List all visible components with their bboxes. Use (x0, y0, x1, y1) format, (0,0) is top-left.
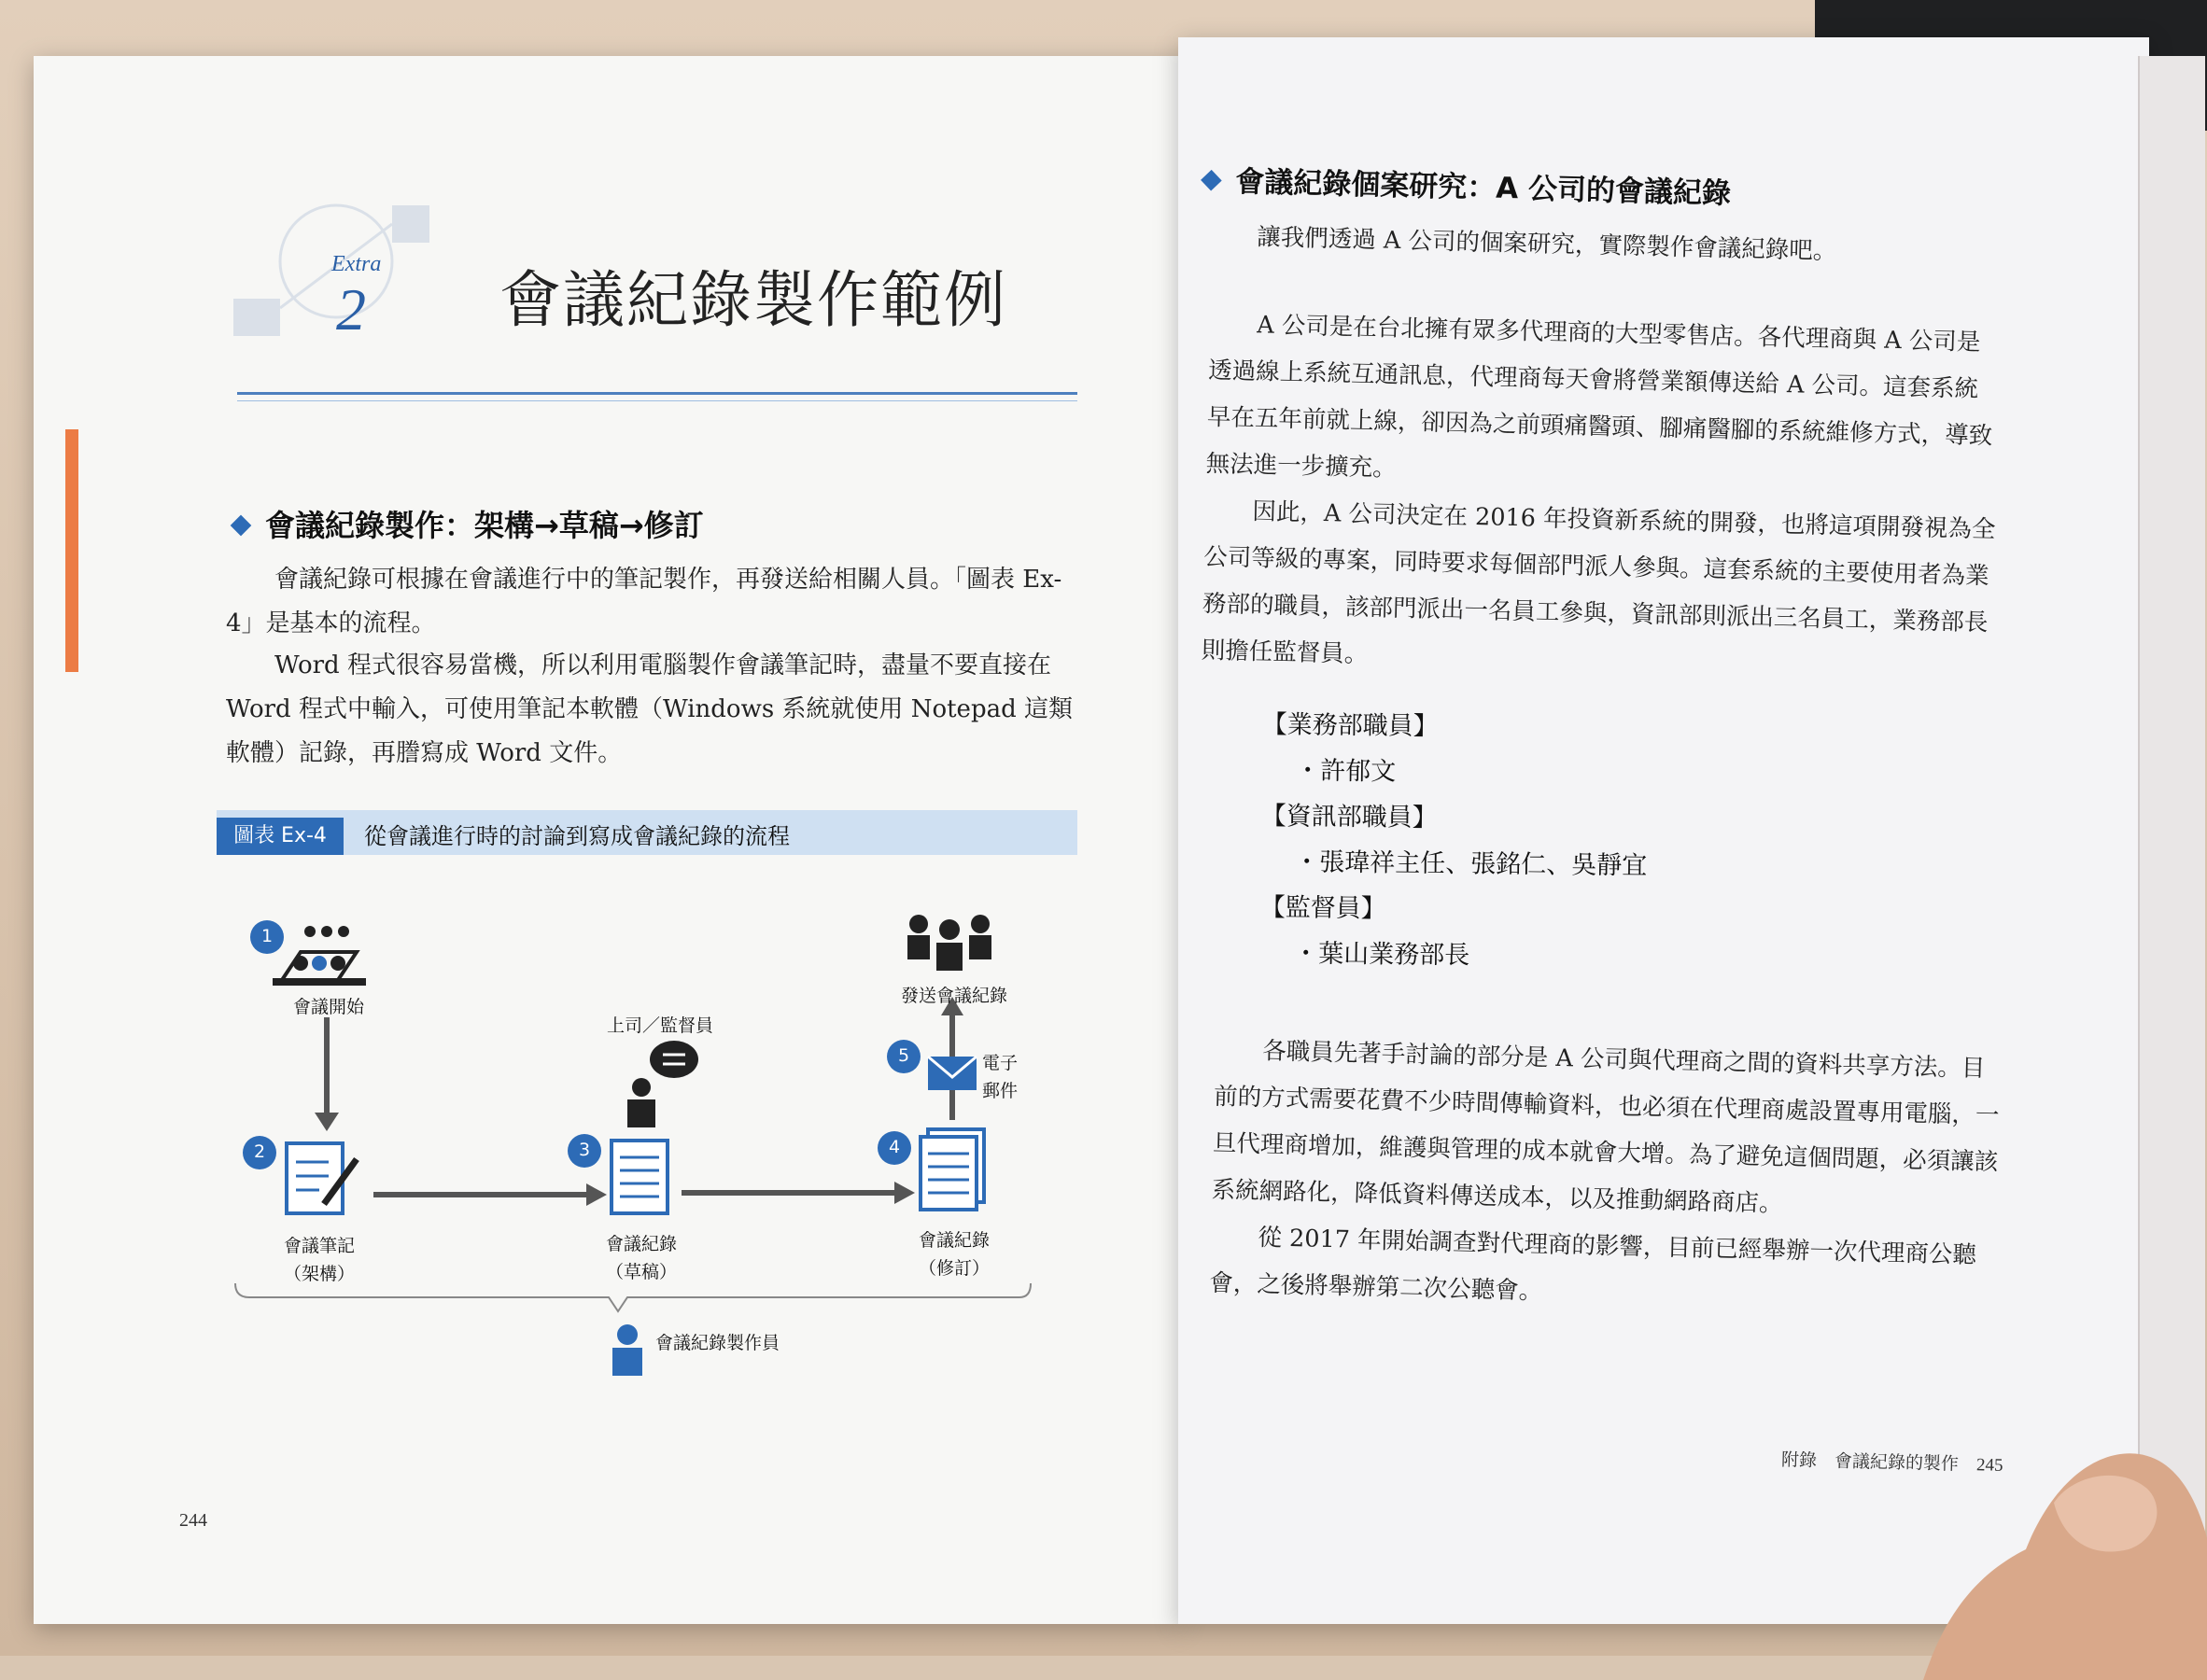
role-heading-sales: 【業務部職員】 (1261, 709, 1439, 741)
body-paragraph-3: 各職員先著手討論的部分是 A 公司與代理商之間的資料共享方法。目前的方式需要花費不少時間傳輸資料，也必須在代理商處設置專用電腦，一旦代理商增加，維護與管理的成本就會大增。為了避免這個問題，必須讓該系統網路化，降低資料傳送成本，以及推動網路商店。 (1211, 1037, 2000, 1218)
figure-tag: 圖表 Ex-4 (217, 818, 344, 855)
meeting-icon (273, 926, 366, 986)
step-5-label-2: 郵件 (982, 1081, 1019, 1101)
section-heading-left (233, 502, 704, 545)
notes-icon (287, 1143, 357, 1213)
figure-title: 從會議進行時的討論到寫成會議紀錄的流程 (364, 823, 790, 849)
step-2-number: 2 (253, 1141, 266, 1162)
step-5-label: 電子 (982, 1053, 1019, 1073)
step-4-sub: （修訂） (918, 1258, 990, 1279)
send-minutes-label: 發送會議紀錄 (900, 986, 1007, 1006)
draft-document-icon (611, 1141, 668, 1213)
supervisor-icon (627, 1041, 698, 1127)
role-heading-supervisor: 【監督員】 (1259, 892, 1386, 924)
chapter-title: 會議紀錄製作範例 (499, 264, 1007, 336)
flow-diagram-graphics (217, 896, 1094, 1400)
step-3-number: 3 (578, 1140, 591, 1160)
minutes-maker-icon (612, 1324, 642, 1376)
role-members-sales: ・許郁文 (1295, 756, 1397, 787)
role-heading-it: 【資訊部職員】 (1260, 801, 1438, 833)
step-1-number: 1 (260, 926, 274, 946)
step-2-sub: （架構） (283, 1264, 355, 1284)
step-3-label: 會議紀錄 (605, 1234, 677, 1254)
step-3-sub: （草稿） (605, 1262, 677, 1282)
body-block-2 (1209, 1027, 2009, 1326)
footer-section-label: 附錄 會議紀錄的製作 (1780, 1449, 1960, 1475)
diamond-bullet-icon (231, 515, 252, 537)
role-members-it: ・張瑋祥主任、張銘仁、吳靜宜 (1294, 847, 1648, 881)
step-5-number: 5 (897, 1045, 910, 1066)
minutes-maker-label: 會議紀錄製作員 (655, 1333, 780, 1353)
body-paragraph-2: 因此，A 公司決定在 2016 年投資新系統的開發，也將這項開發視為全公司等級的專案，同時要求每個部門派人參與。這套系統的主要使用者為業務部的職員，該部門派出一名員工參與，資訊部則派出三名員工，業務部長則擔任監督員。 (1201, 497, 1996, 669)
paragraph-2: Word 程式很容易當機，所以利用電腦製作會議筆記時，盡量不要直接在 Word 程式中輸入，可使用筆記本軟體（Windows 系統就使用 Notepad 這類軟體）記錄，再謄寫成 Word 文件。 (226, 651, 1073, 767)
body-paragraph-1: A 公司是在台北擁有眾多代理商的大型零售店。各代理商與 A 公司是透過線上系統互通訊息，代理商每天會將營業額傳送給 A 公司。這套系統早在五年前就上線，卻因為之前頭痛醫頭、腳痛醫腳的系統維修方式，導致無法進一步擴充。 (1205, 311, 1993, 483)
thumb-photo (1886, 1437, 2207, 1680)
section-heading-text: 會議紀錄製作：架構→草稿→修訂 (265, 508, 704, 543)
role-members-supervisor: ・葉山業務部長 (1293, 939, 1470, 971)
orange-page-tab (65, 429, 78, 672)
chapter-number: 2 (336, 276, 366, 343)
flow-diagram (217, 896, 1094, 1400)
paragraph-1: 會議紀錄可根據在會議進行中的筆記製作，再發送給相關人員。「圖表 Ex-4」是基本的流程。 (226, 566, 1062, 637)
body-paragraph-4: 從 2017 年開始調查對代理商的影響，目前已經舉辦一次代理商公聽會，之後將舉辦第二次公聽會。 (1208, 1224, 1977, 1306)
page-stack-edge (2138, 56, 2205, 1549)
body-block-1 (1201, 301, 2003, 693)
supervisor-label: 上司／監督員 (607, 1015, 714, 1036)
email-icon (928, 1057, 977, 1090)
step-2-label: 會議筆記 (283, 1236, 355, 1256)
chapter-rule (237, 392, 1077, 401)
chapter-extra-label: Extra (331, 252, 382, 276)
page-number-right: 245 (1975, 1455, 2003, 1476)
roles-list (1259, 702, 1649, 980)
step-1-label: 會議開始 (292, 997, 364, 1017)
step-4-label: 會議紀錄 (918, 1230, 990, 1251)
intro-text: 讓我們透過 A 公司的個案研究，實際製作會議紀錄吧。 (1257, 223, 1837, 266)
diamond-bullet-icon (1201, 170, 1222, 191)
recipients-group-icon (907, 915, 991, 971)
page-number-left: 244 (179, 1510, 207, 1531)
section-heading-right-text: 會議紀錄個案研究：A 公司的會議紀錄 (1234, 164, 1732, 211)
step-badges (243, 920, 921, 1169)
step-4-number: 4 (888, 1137, 901, 1157)
revised-document-icon (921, 1129, 984, 1210)
